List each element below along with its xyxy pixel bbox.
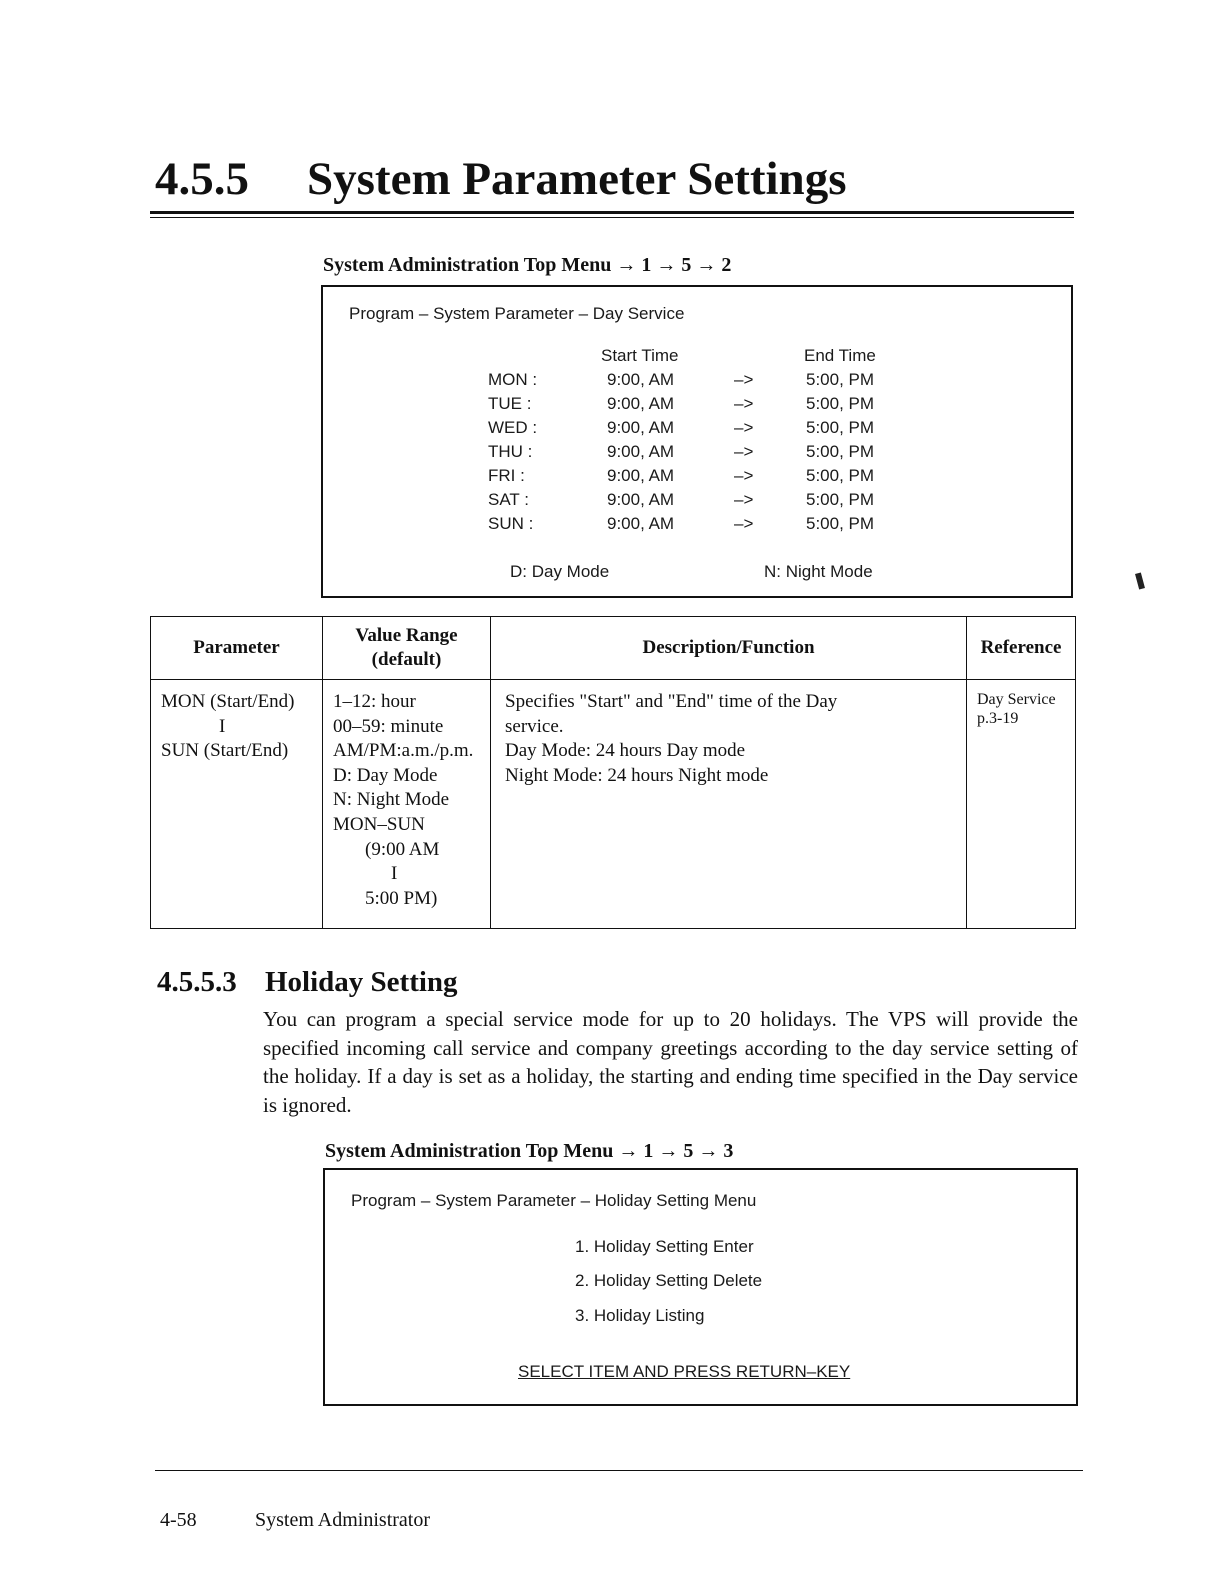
start-time-value: 9:00, AM bbox=[607, 394, 675, 413]
day-label: SAT : bbox=[488, 490, 529, 509]
range-line: 1–12: hour bbox=[333, 691, 416, 712]
screen-header: Program – System Parameter – Holiday Setting Menu bbox=[351, 1191, 757, 1210]
day-label: FRI : bbox=[488, 466, 525, 485]
day-label: TUE : bbox=[488, 394, 532, 413]
menu-path-holiday: System Administration Top Menu → 1 → 5 → 3 bbox=[325, 1140, 734, 1162]
description-cell bbox=[491, 680, 967, 929]
end-time-value: 5:00, PM bbox=[806, 370, 875, 389]
reference-cell bbox=[967, 680, 1076, 929]
day-service-screen bbox=[321, 285, 1073, 598]
day-mode-legend: D: Day Mode bbox=[510, 562, 610, 581]
start-time-header: Start Time bbox=[601, 346, 679, 365]
arrow-icon: –> bbox=[734, 370, 754, 389]
footer-title: System Administrator bbox=[255, 1509, 430, 1531]
select-prompt: SELECT ITEM AND PRESS RETURN–KEY bbox=[518, 1362, 851, 1381]
footer-rule bbox=[155, 1470, 1083, 1471]
param-end: SUN (Start/End) bbox=[161, 740, 289, 762]
end-time-header: End Time bbox=[804, 346, 876, 365]
description-line: Specifies "Start" and "End" time of the Day bbox=[505, 691, 838, 712]
range-line: 00–59: minute bbox=[333, 715, 444, 737]
description-line: Night Mode: 24 hours Night mode bbox=[505, 764, 769, 786]
table-row bbox=[151, 680, 1076, 929]
parameter-cell bbox=[151, 680, 323, 929]
description-line: Day Mode: 24 hours Day mode bbox=[505, 740, 746, 762]
start-time-value: 9:00, AM bbox=[607, 490, 675, 509]
holiday-menu-screen bbox=[323, 1168, 1078, 1406]
subsection-heading bbox=[157, 963, 458, 1001]
page-number: 4-58 bbox=[160, 1509, 197, 1531]
range-line: MON–SUN bbox=[333, 813, 425, 835]
start-time-value: 9:00, AM bbox=[607, 514, 675, 533]
arrow-icon: –> bbox=[734, 394, 754, 413]
arrow-icon: –> bbox=[734, 514, 754, 533]
subsection-number: 4.5.5.3 bbox=[157, 966, 237, 998]
day-label: THU : bbox=[488, 442, 533, 461]
parameter-table bbox=[150, 616, 1076, 929]
menu-path-day-service: System Administration Top Menu → 1 → 5 → 2 bbox=[323, 254, 732, 276]
night-mode-legend: N: Night Mode bbox=[764, 562, 873, 581]
heading-rule-thin bbox=[150, 217, 1074, 218]
day-label: MON : bbox=[488, 370, 538, 389]
end-time-value: 5:00, PM bbox=[806, 394, 875, 413]
menu-item: 2. Holiday Setting Delete bbox=[575, 1271, 763, 1290]
arrow-icon: –> bbox=[734, 490, 754, 509]
screen-header: Program – System Parameter – Day Service bbox=[349, 304, 685, 323]
range-line: N: Night Mode bbox=[333, 789, 450, 811]
range-line: 5:00 PM) bbox=[365, 887, 438, 909]
start-time-value: 9:00, AM bbox=[607, 418, 675, 437]
holiday-description: You can program a special service mode for up to 20 holidays. The VPS will provide the specified incoming call service and company greetings according to the day service setting of the holiday. If a day is set as a holiday, the starting and ending time specified in the Day service is ignored. bbox=[263, 1007, 1078, 1117]
subsection-title: Holiday Setting bbox=[265, 966, 458, 998]
day-label: SUN : bbox=[488, 514, 534, 533]
start-time-value: 9:00, AM bbox=[607, 466, 675, 485]
page-title: System Parameter Settings bbox=[307, 153, 847, 205]
table-header-row bbox=[151, 617, 1076, 680]
reference-line: Day Service bbox=[977, 691, 1056, 708]
start-time-value: 9:00, AM bbox=[607, 442, 675, 461]
column-header-value-range bbox=[323, 617, 491, 680]
column-header-parameter: Parameter bbox=[151, 617, 323, 680]
range-line: D: Day Mode bbox=[333, 764, 438, 786]
heading-rule-thick bbox=[150, 211, 1074, 214]
range-line: I bbox=[391, 863, 398, 885]
end-time-value: 5:00, PM bbox=[806, 466, 875, 485]
start-time-value: 9:00, AM bbox=[607, 370, 675, 389]
menu-item: 1. Holiday Setting Enter bbox=[575, 1237, 754, 1256]
menu-item: 3. Holiday Listing bbox=[575, 1306, 705, 1325]
value-range-label: Value Range bbox=[355, 625, 458, 646]
column-header-description: Description/Function bbox=[491, 617, 967, 680]
value-range-cell bbox=[323, 680, 491, 929]
day-label: WED : bbox=[488, 418, 538, 437]
reference-line: p.3-19 bbox=[977, 710, 1019, 727]
range-line: AM/PM:a.m./p.m. bbox=[333, 740, 474, 762]
end-time-value: 5:00, PM bbox=[806, 418, 875, 437]
arrow-icon: –> bbox=[734, 442, 754, 461]
param-separator: I bbox=[219, 715, 226, 737]
section-heading bbox=[155, 148, 1085, 210]
description-line: service. bbox=[505, 715, 564, 737]
end-time-value: 5:00, PM bbox=[806, 514, 875, 533]
param-start: MON (Start/End) bbox=[161, 691, 295, 712]
range-line: (9:00 AM bbox=[365, 838, 440, 860]
scan-mark bbox=[1135, 572, 1145, 589]
value-default-label: (default) bbox=[371, 649, 442, 670]
arrow-icon: –> bbox=[734, 466, 754, 485]
end-time-value: 5:00, PM bbox=[806, 490, 875, 509]
end-time-value: 5:00, PM bbox=[806, 442, 875, 461]
arrow-icon: –> bbox=[734, 418, 754, 437]
section-number: 4.5.5 bbox=[155, 153, 249, 205]
column-header-reference: Reference bbox=[967, 617, 1076, 680]
